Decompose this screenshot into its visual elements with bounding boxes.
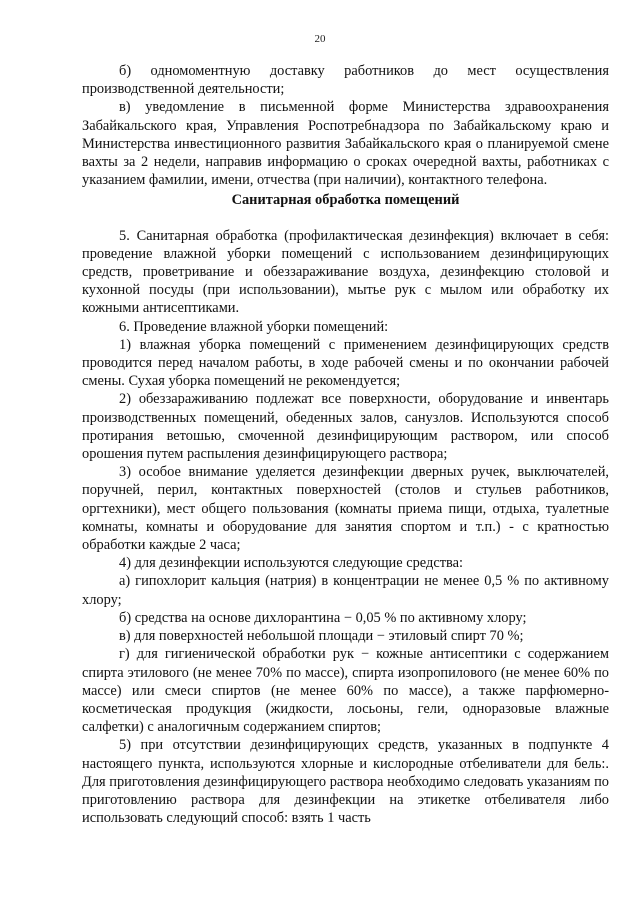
paragraph-6-2: 2) обеззараживанию подлежат все поверхности, оборудование и инвентарь производственных помещений, обеденных залов, санузлов. Используются способ протирания ветошью, смоченной дезинфицирующим раствором, или способ орошения путем распыления дезинфицирующего раствора; [82,391,609,463]
paragraph-6-1: 1) влажная уборка помещений с применением дезинфицирующих средств проводится перед началом работы, в ходе рабочей смены и по окончании рабочей смены. Сухая уборка помещений не рекомендуется; [82,336,609,390]
paragraph-6-wet-cleaning: 6. Проведение влажной уборки помещений: [119,318,389,335]
paragraph-6-4-b: б) средства на основе дихлорантина − 0,05 % по активному хлору; [119,609,527,626]
paragraph-6-4-v: в) для поверхностей небольшой площади − этиловый спирт 70 %; [119,628,524,645]
paragraph-6-5: 5) при отсутствии дезинфицирующих средств, указанных в подпункте 4 настоящего пункта, используются хлорные и кислородные отбеливатели для бель:. Для приготовления дезинфицирующего раствора необходимо следовать указаниям по приготовлению раствора для дезинфекции на этикетке отбеливателя либо использовать следующий способ: взять 1 часть [82,737,609,827]
section-heading: Санитарная обработка помещений [231,192,460,209]
paragraph-6-4: 4) для дезинфекции используются следующие средства: [119,555,463,572]
paragraph-6-3: 3) особое внимание уделяется дезинфекции дверных ручек, выключателей, поручней, перил, контактных поверхностей (столов и стульев работников, оргтехники), мест общего пользования (комнаты приема пищи, отдыха, туалетные комнаты, комнаты и оборудование для занятия спортом и т.п.) - с кратностью обработки каждые 2 часа; [82,464,609,554]
paragraph-6-4-a: а) гипохлорит кальция (натрия) в концентрации не менее 0,5 % по активному хлору; [82,573,609,608]
paragraph-b-delivery: б) одномоментную доставку работников до мест осуществления производственной деятельности; [82,63,609,98]
page-number: 20 [314,33,326,45]
paragraph-6-4-g: г) для гигиенической обработки рук − кожные антисептики с содержанием спирта этилового (не менее 70% по массе), спирта изопропилового (не менее 60% по массе) или смеси спиртов (не менее 60% по массе), а также парфюмерно-косметическая продукция (жидкости, лосьоны, гели, одноразовые влажные салфетки) с аналогичным содержанием спиртов; [82,646,609,736]
paragraph-5-sanitary: 5. Санитарная обработка (профилактическая дезинфекция) включает в себя: проведение влажной уборки помещений с использованием дезинфицирующих средств, проветривание и обеззараживание воздуха, дезинфекцию столовой и кухонной посуды (при использовании), мытье рук с мылом или обработку их кожными антисептиками. [82,227,609,317]
document-body [82,62,609,827]
paragraph-v-notification: в) уведомление в письменной форме Министерства здравоохранения Забайкальского края, Управления Роспотребнадзора по Забайкальскому краю и Министерства инвестиционного развития Забайкальского края о планируемой смене вахты за 2 недели, направив информацию о сроках очередной вахты, работниках с указанием фамилии, имени, отчества (при наличии), контактного телефона. [82,99,609,189]
